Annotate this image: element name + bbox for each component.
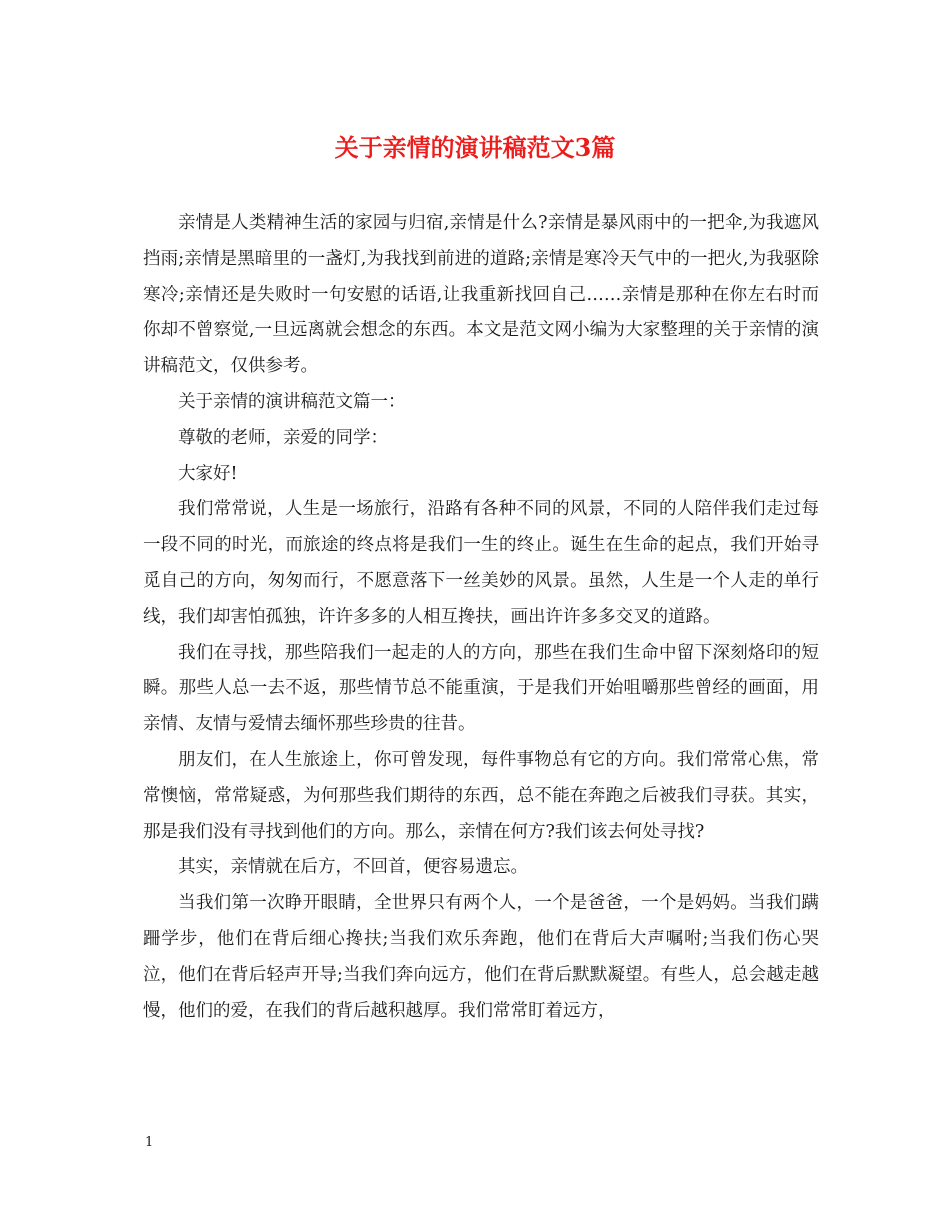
paragraph-greeting: 大家好! — [178, 463, 238, 484]
paragraph-salutation: 尊敬的老师，亲爱的同学： — [178, 427, 388, 448]
paragraph-intro: 亲情是人类精神生活的家园与归宿,亲情是什么?亲情是暴风雨中的一把伞,为我遮风挡雨;亲情是黑暗里的一盏灯,为我找到前进的道路;亲情是寒冷天气中的一把火,为我驱除寒冷;亲情还是失败时一句安慰的话语,让我重新找回自己……亲情是那种在你左右时而你却不曾察觉,一旦远离就会想念的东西。本文是范文网小编为大家整理的关于亲情的演讲稿范文，仅供参考。 — [143, 213, 819, 377]
paragraph-body: 朋友们，在人生旅途上，你可曾发现，每件事物总有它的方向。我们常常心焦，常常懊恼，常常疑惑，为何那些我们期待的东西，总不能在奔跑之后被我们寻获。其实，那是我们没有寻找到他们的方向。那么，亲情在何方?我们该去何处寻找? — [143, 749, 819, 842]
paragraph-body: 当我们第一次睁开眼睛，全世界只有两个人，一个是爸爸，一个是妈妈。当我们蹒跚学步，他们在背后细心搀扶;当我们欢乐奔跑，他们在背后大声嘱咐;当我们伤心哭泣，他们在背后轻声开导;当我们奔向远方，他们在背后默默凝望。有些人，总会越走越慢，他们的爱，在我们的背后越积越厚。我们常常盯着远方， — [143, 893, 819, 1021]
paragraph-body: 其实，亲情就在后方，不回首，便容易遗忘。 — [178, 857, 528, 878]
document-body — [143, 206, 819, 1029]
paragraph-section-heading: 关于亲情的演讲稿范文篇一： — [178, 391, 406, 412]
paragraph-body: 我们常常说，人生是一场旅行，沿路有各种不同的风景，不同的人陪伴我们走过每一段不同的时光，而旅途的终点将是我们一生的终止。诞生在生命的起点，我们开始寻觅自己的方向，匆匆而行，不愿意落下一丝美妙的风景。虽然，人生是一个人走的单行线，我们却害怕孤独，许许多多的人相互搀扶，画出许许多多交叉的道路。 — [143, 499, 819, 627]
page-number: 1 — [145, 1135, 154, 1150]
document-title: 关于亲情的演讲稿范文3篇 — [334, 133, 616, 162]
paragraph-body: 我们在寻找，那些陪我们一起走的人的方向，那些在我们生命中留下深刻烙印的短瞬。那些人总一去不返，那些情节总不能重演，于是我们开始咀嚼那些曾经的画面，用亲情、友情与爱情去缅怀那些珍贵的往昔。 — [143, 642, 819, 735]
